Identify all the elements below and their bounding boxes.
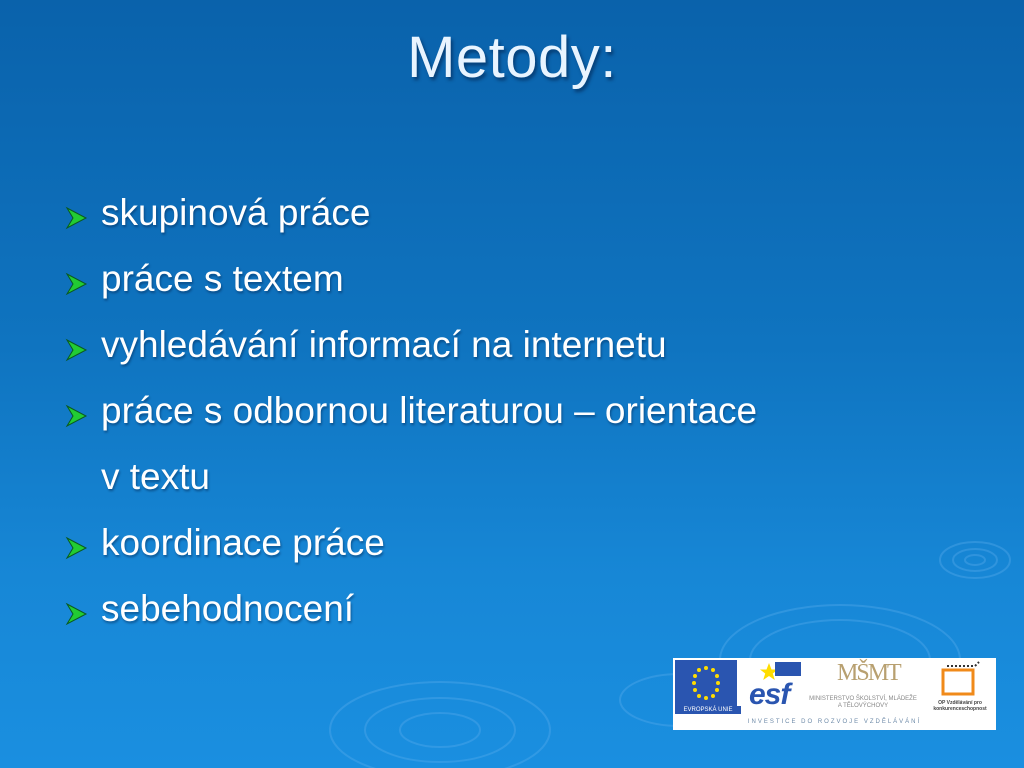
arrow-right-icon xyxy=(64,206,90,230)
op-label: OP Vzdělávání pro konkurenceschopnost xyxy=(933,700,987,712)
arrow-right-icon xyxy=(64,338,90,362)
msmt-label: MINISTERSTVO ŠKOLSTVÍ, MLÁDEŽE A TĚLOVÝCHOVY xyxy=(809,696,917,709)
list-item xyxy=(64,382,964,448)
bullet-text: práce s textem xyxy=(101,258,344,299)
op-logo xyxy=(925,660,995,720)
bullet-text: sebehodnocení xyxy=(101,588,355,629)
bullet-text: v textu xyxy=(101,456,210,497)
list-item xyxy=(64,184,964,250)
arrow-right-icon xyxy=(64,404,90,428)
bullet-text: koordinace práce xyxy=(101,522,385,563)
list-item xyxy=(64,316,964,382)
esf-logo xyxy=(741,660,803,718)
bullet-text: práce s odbornou literaturou – orientace xyxy=(101,390,758,431)
list-item xyxy=(64,580,964,646)
esf-text: esf xyxy=(749,678,790,711)
list-item-continuation xyxy=(64,448,964,514)
bullet-list xyxy=(64,184,964,646)
op-logo-icon xyxy=(925,660,995,698)
funding-logos xyxy=(673,658,996,730)
eu-logo xyxy=(675,660,737,713)
slide-title: Metody: xyxy=(407,25,617,90)
bullet-text: vyhledávání informací na internetu xyxy=(101,324,667,365)
bullet-text: skupinová práce xyxy=(101,192,371,233)
arrow-right-icon xyxy=(64,272,90,296)
investice-label: INVESTICE DO ROZVOJE VZDĚLÁVÁNÍ xyxy=(747,719,922,725)
list-item xyxy=(64,514,964,580)
msmt-logo xyxy=(807,658,919,720)
eu-label: EVROPSKÁ UNIE xyxy=(675,706,741,714)
list-item xyxy=(64,250,964,316)
msmt-mark: MŠMT xyxy=(837,660,900,686)
arrow-right-icon xyxy=(64,536,90,560)
eu-flag-icon xyxy=(675,660,737,704)
arrow-right-icon xyxy=(64,602,90,626)
